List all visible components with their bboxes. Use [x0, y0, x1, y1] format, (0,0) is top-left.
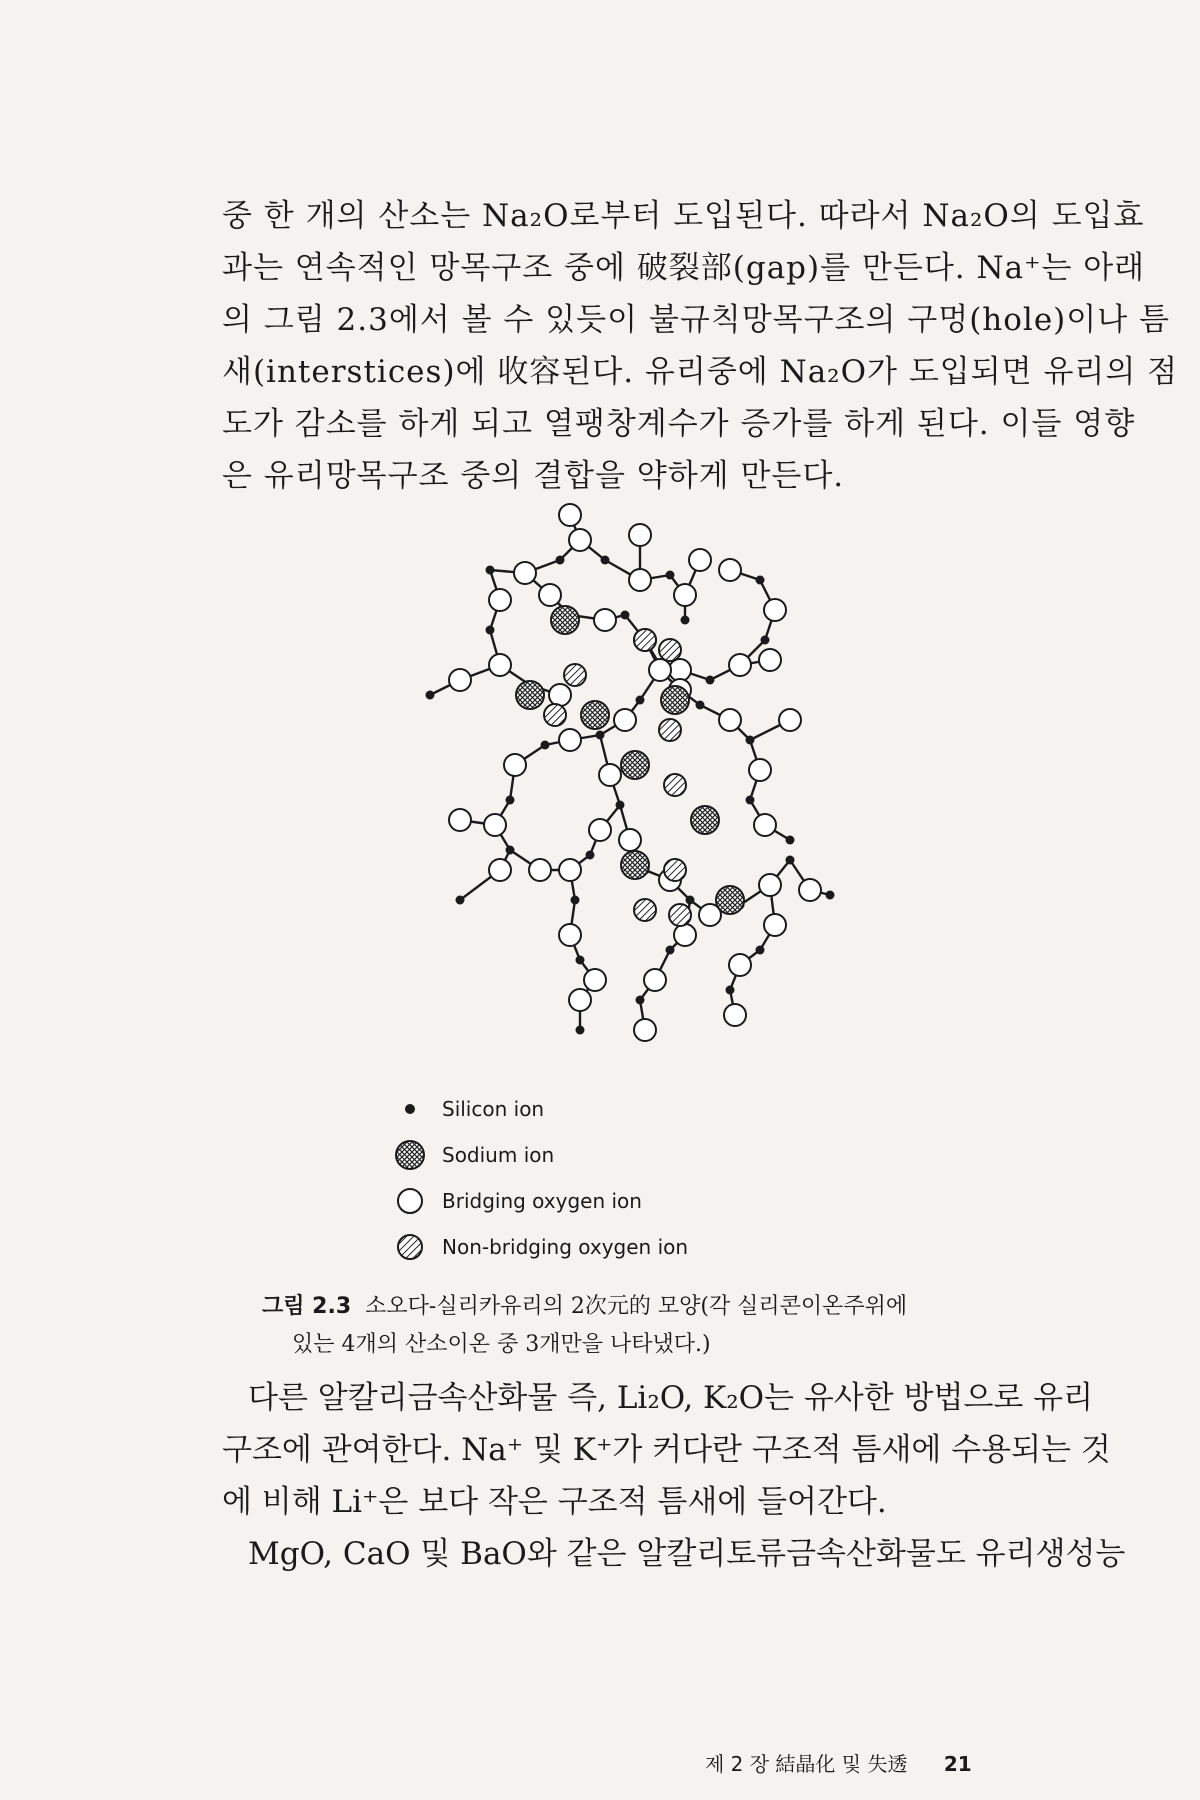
silicon-ion	[756, 946, 765, 955]
bridging-oxygen-ion	[629, 569, 651, 591]
bridging-oxygen-ion	[764, 914, 786, 936]
silicon-ion	[636, 696, 645, 705]
nonbridging-oxygen-ion	[664, 774, 686, 796]
bridging-oxygen-ion	[629, 524, 651, 546]
nonbridging-oxygen-ion	[634, 899, 656, 921]
bridging-oxygen-ion	[559, 924, 581, 946]
silicon-ion	[456, 896, 465, 905]
silicon-ion	[601, 556, 610, 565]
silicon-ion	[596, 731, 605, 740]
silicon-ion	[506, 846, 515, 855]
silicon-ion	[576, 1026, 585, 1035]
sodium-ion	[621, 751, 649, 779]
figure-caption	[262, 1288, 1062, 1364]
silicon-ion	[636, 996, 645, 1005]
legend-label: Sodium ion	[442, 1143, 555, 1167]
bridging-oxygen-ion	[614, 709, 636, 731]
bridging-oxygen-ion	[779, 709, 801, 731]
text-line: 에 비해 Li⁺은 보다 작은 구조적 틈새에 들어간다.	[222, 1484, 887, 1520]
silicon-ion	[586, 851, 595, 860]
bridging-oxygen-ion	[514, 562, 536, 584]
bridging-oxygen-ion	[449, 809, 471, 831]
silicon-ion	[616, 801, 625, 810]
bridging-oxygen-ion	[484, 814, 506, 836]
bridging-oxygen-ion	[489, 589, 511, 611]
bridging-oxygen-ion	[549, 684, 571, 706]
bridging-oxygen-ion	[729, 954, 751, 976]
text-line: MgO, CaO 및 BaO와 같은 알칼리토류금속산화물도 유리생성능	[248, 1536, 1126, 1572]
bridging-oxygen-ion	[764, 599, 786, 621]
silicon-ion	[486, 566, 495, 575]
silicon-ion	[621, 611, 630, 620]
bridging-oxygen-ion	[489, 859, 511, 881]
bridging-oxygen-ion	[504, 754, 526, 776]
bridging-oxygen-ion	[489, 654, 511, 676]
silicon-ion	[826, 891, 835, 900]
nonbridging-oxygen-ion	[659, 639, 681, 661]
bridging-oxygen-ion	[729, 654, 751, 676]
bridging-oxygen-ion	[759, 649, 781, 671]
bridging-oxygen-ion	[589, 819, 611, 841]
nonbridging-circle-icon	[392, 1229, 428, 1265]
bridging-oxygen-ion	[559, 504, 581, 526]
caption-line	[262, 1288, 1062, 1326]
figure-number: 그림 2.3	[262, 1294, 352, 1319]
bridging-oxygen-ion	[539, 584, 561, 606]
nonbridging-oxygen-ion	[544, 704, 566, 726]
bridging-oxygen-ion	[719, 559, 741, 581]
silicon-ion	[761, 636, 770, 645]
silicon-ion	[786, 856, 795, 865]
silicon-ion	[666, 571, 675, 580]
bridging-oxygen-ion	[569, 529, 591, 551]
bridging-oxygen-ion	[559, 729, 581, 751]
silicon-ion	[576, 956, 585, 965]
silicon-ion	[541, 741, 550, 750]
legend-silicon	[392, 1086, 792, 1132]
bridging-oxygen-ion	[719, 709, 741, 731]
bridging-oxygen-ion	[594, 609, 616, 631]
text-line: 의 그림 2.3에서 볼 수 있듯이 불규칙망목구조의 구멍(hole)이나 틈	[222, 302, 1170, 338]
bridging-oxygen-ion	[674, 924, 696, 946]
silicon-ion	[556, 556, 565, 565]
bridging-oxygen-ion	[754, 814, 776, 836]
sodium-circle-icon	[392, 1137, 428, 1173]
bridging-oxygen-ion	[619, 829, 641, 851]
nonbridging-oxygen-ion	[564, 664, 586, 686]
chapter-title: 제 2 장 結晶化 및 失透	[705, 1752, 908, 1776]
legend-bridging	[392, 1178, 792, 1224]
silicon-ion	[666, 946, 675, 955]
nonbridging-oxygen-ion	[664, 859, 686, 881]
silicon-dot-icon	[392, 1091, 428, 1127]
silicon-ion	[726, 986, 735, 995]
silicon-ion	[571, 896, 580, 905]
bridging-circle-icon	[392, 1183, 428, 1219]
page-footer	[705, 1748, 972, 1777]
legend-sodium	[392, 1132, 792, 1178]
bridging-oxygen-ion	[749, 759, 771, 781]
bridging-oxygen-ion	[689, 549, 711, 571]
silicon-ion	[486, 626, 495, 635]
legend-label: Non-bridging oxygen ion	[442, 1235, 689, 1259]
text-line: 중 한 개의 산소는 Na₂O로부터 도입된다. 따라서 Na₂O의 도입효	[222, 198, 1145, 234]
silicon-ion	[686, 896, 695, 905]
bridging-oxygen-ion	[584, 969, 606, 991]
glass-network-diagram	[420, 495, 900, 1085]
legend-label: Bridging oxygen ion	[442, 1189, 642, 1213]
bridging-oxygen-ion	[649, 659, 671, 681]
silicon-ion	[681, 616, 690, 625]
nonbridging-oxygen-ion	[659, 719, 681, 741]
bridging-oxygen-ion	[644, 969, 666, 991]
sodium-ion	[621, 851, 649, 879]
silicon-ion	[506, 796, 515, 805]
silicon-ion	[746, 796, 755, 805]
bridging-oxygen-ion	[569, 989, 591, 1011]
silicon-ion	[786, 836, 795, 845]
silicon-ion	[756, 576, 765, 585]
nonbridging-oxygen-ion	[634, 629, 656, 651]
bridging-oxygen-ion	[634, 1019, 656, 1041]
sodium-ion	[716, 886, 744, 914]
bridging-oxygen-ion	[724, 1004, 746, 1026]
text-line: 과는 연속적인 망목구조 중에 破裂部(gap)를 만든다. Na⁺는 아래	[222, 250, 1146, 286]
legend-nonbridging	[392, 1224, 792, 1270]
bridging-oxygen-ion	[559, 859, 581, 881]
sodium-ion	[551, 606, 579, 634]
legend-label: Silicon ion	[442, 1097, 545, 1121]
page-number: 21	[943, 1752, 972, 1776]
sodium-ion	[516, 681, 544, 709]
paragraph-top	[222, 190, 1179, 502]
bridging-oxygen-ion	[674, 584, 696, 606]
caption-text: 소오다-실리카유리의 2次元的 모양(각 실리콘이온주위에	[365, 1294, 908, 1319]
text-line: 도가 감소를 하게 되고 열팽창계수가 증가를 하게 된다. 이들 영향	[222, 406, 1136, 442]
silicon-ion	[696, 701, 705, 710]
bridging-oxygen-ion	[669, 659, 691, 681]
sodium-ion	[661, 686, 689, 714]
text-line: 다른 알칼리금속산화물 즉, Li₂O, K₂O는 유사한 방법으로 유리	[248, 1380, 1094, 1416]
caption-line: 있는 4개의 산소이온 중 3개만을 나타냈다.)	[292, 1332, 711, 1357]
silicon-ion	[426, 691, 435, 700]
silicon-ion	[706, 676, 715, 685]
paragraph-bottom	[222, 1372, 1126, 1580]
bridging-oxygen-ion	[529, 859, 551, 881]
text-line: 구조에 관여한다. Na⁺ 및 K⁺가 커다란 구조적 틈새에 수용되는 것	[222, 1432, 1111, 1468]
sodium-ion	[581, 701, 609, 729]
diagram-legend	[392, 1086, 792, 1270]
text-line: 새(interstices)에 收容된다. 유리중에 Na₂O가 도입되면 유리의 점	[222, 354, 1179, 390]
bridging-oxygen-ion	[759, 874, 781, 896]
bridging-oxygen-ion	[599, 764, 621, 786]
nonbridging-oxygen-ion	[669, 904, 691, 926]
text-line: 은 유리망목구조 중의 결합을 약하게 만든다.	[222, 458, 845, 494]
sodium-ion	[691, 806, 719, 834]
silicon-ion	[746, 736, 755, 745]
bridging-oxygen-ion	[799, 879, 821, 901]
bridging-oxygen-ion	[449, 669, 471, 691]
